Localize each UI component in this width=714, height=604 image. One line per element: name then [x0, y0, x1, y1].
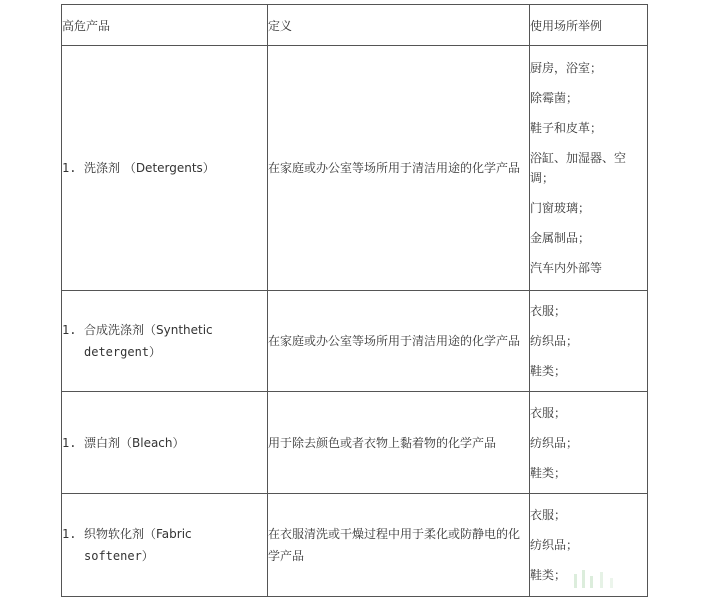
header-product: 高危产品 [62, 5, 268, 46]
product-name: 漂白剂（Bleach） [84, 435, 185, 450]
product-name-continued: softener） [84, 549, 154, 563]
list-item: 纺织品； [530, 435, 579, 450]
list-item: 门窗玻璃； [530, 201, 591, 215]
list-item: 衣服； [530, 405, 567, 420]
product-cell [62, 494, 268, 597]
product-table [61, 4, 648, 597]
product-cell [62, 291, 268, 392]
list-item: 汽车内外部等 [530, 261, 603, 275]
header-definition: 定义 [268, 5, 530, 46]
list-item: 鞋子和皮革； [530, 121, 603, 135]
list-item: 金属制品； [530, 231, 591, 245]
usage-list [530, 403, 647, 483]
product-number: 1. [62, 527, 77, 541]
usage-list [530, 301, 647, 381]
list-item: 纺织品； [530, 538, 579, 552]
table-header-row [62, 5, 648, 46]
list-item: 衣服； [530, 508, 567, 522]
list-item: 衣服； [530, 304, 567, 318]
definition-cell: 在衣服清洗或干燥过程中用于柔化或防静电的化学产品 [268, 494, 530, 597]
product-number: 1. [62, 161, 77, 175]
table-row [62, 46, 648, 291]
table-row [62, 392, 648, 494]
product-name: 织物软化剂（Fabric [84, 527, 192, 541]
table-row [62, 291, 648, 392]
product-number: 1. [62, 323, 77, 337]
list-item: 鞋类； [530, 568, 567, 582]
product-name: 洗涤剂 （Detergents） [84, 161, 215, 175]
list-item: 纺织品； [530, 334, 579, 348]
list-item: 除霉菌； [530, 91, 579, 105]
header-usage-examples: 使用场所举例 [530, 5, 648, 46]
usage-cell [530, 291, 648, 392]
product-cell [62, 392, 268, 494]
usage-list [530, 58, 647, 278]
list-item: 鞋类； [530, 364, 567, 378]
usage-cell [530, 392, 648, 494]
product-cell [62, 46, 268, 291]
usage-cell [530, 46, 648, 291]
definition-cell: 在家庭或办公室等场所用于清洁用途的化学产品 [268, 291, 530, 392]
list-item: 鞋类； [530, 465, 567, 480]
list-item: 浴缸、加湿器、空调； [530, 151, 627, 185]
table-row [62, 494, 648, 597]
product-number: 1. [62, 435, 77, 450]
definition-cell: 用于除去颜色或者衣物上黏着物的化学产品 [268, 392, 530, 494]
product-name-continued: detergent） [84, 345, 162, 359]
product-name: 合成洗涤剂（Synthetic [84, 323, 213, 337]
definition-cell: 在家庭或办公室等场所用于清洁用途的化学产品 [268, 46, 530, 291]
watermark-icon [570, 568, 630, 590]
list-item: 厨房，浴室； [530, 61, 603, 75]
